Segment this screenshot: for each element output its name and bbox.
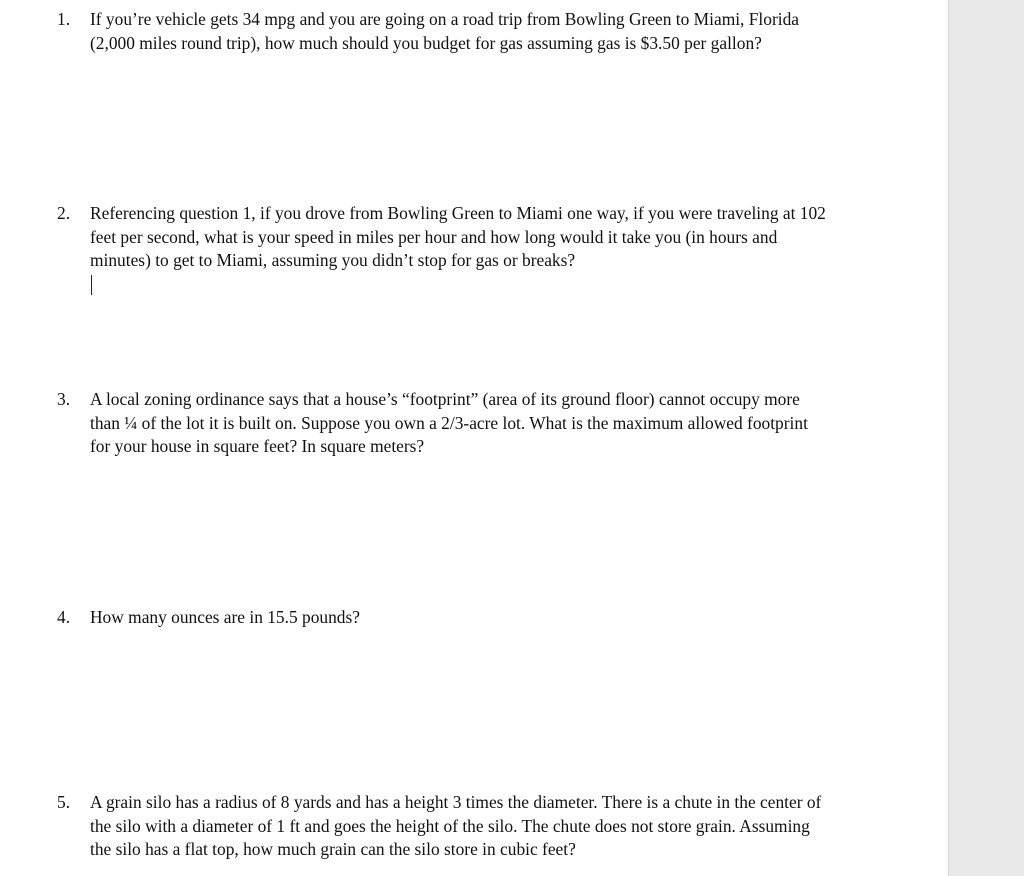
page-margin-gutter xyxy=(948,0,1024,876)
question-3-text[interactable]: A local zoning ordinance says that a house’s “footprint” (area of its ground floor) cannot occupy more than ¼ of the lot it is built on. Suppose you own a 2/3-acre lot. What is the maximum allowed footprint for your house in square feet? In square meters? xyxy=(90,389,808,456)
question-1-text[interactable]: If you’re vehicle gets 34 mpg and you are going on a road trip from Bowling Green to Miami, Florida (2,000 miles round trip), how much should you budget for gas assuming gas is $3.50 per gallon? xyxy=(90,9,799,53)
text-cursor xyxy=(91,275,92,295)
question-4-text[interactable]: How many ounces are in 15.5 pounds? xyxy=(90,607,360,627)
question-2-text[interactable]: Referencing question 1, if you drove from Bowling Green to Miami one way, if you were traveling at 102 feet per second, what is your speed in miles per hour and how long would it take you (in hours and minutes) to get to Miami, assuming you didn’t stop for gas or breaks? xyxy=(90,203,826,270)
question-5-number: 5. xyxy=(57,792,71,812)
question-4-number: 4. xyxy=(57,607,71,627)
question-1-number: 1. xyxy=(57,9,71,29)
question-3-number: 3. xyxy=(57,389,71,409)
question-5-text[interactable]: A grain silo has a radius of 8 yards and has a height 3 times the diameter. There is a chute in the center of the silo with a diameter of 1 ft and goes the height of the silo. The chute does not store grain. Assuming the silo has a flat top, how much grain can the silo store in cubic feet? xyxy=(90,792,822,859)
question-2-number: 2. xyxy=(57,203,71,223)
